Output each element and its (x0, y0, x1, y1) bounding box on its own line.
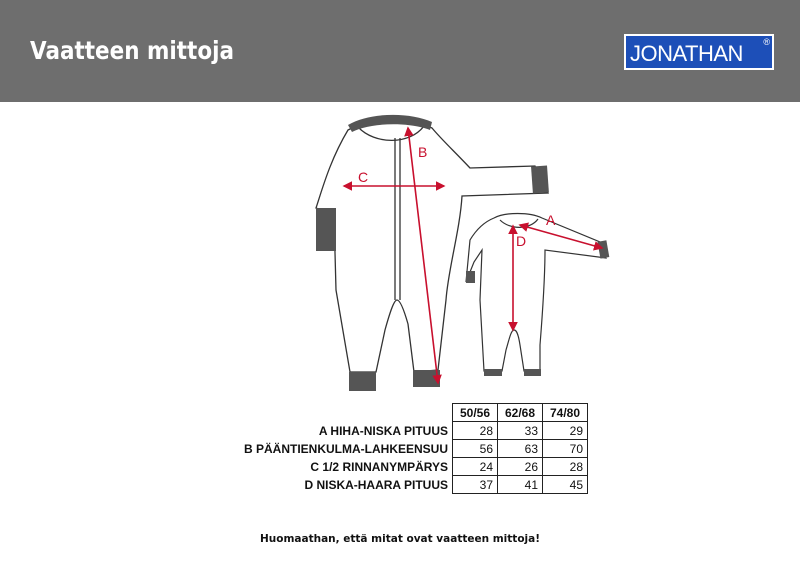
small-onesie-ribbing (466, 240, 609, 376)
size-column-header: 74/80 (543, 404, 588, 422)
table-row (240, 458, 588, 476)
table-cell: 33 (498, 422, 543, 440)
registered-mark: ® (763, 37, 770, 47)
table-cell: 56 (453, 440, 498, 458)
label-c: C (358, 169, 369, 185)
table-cell: 26 (498, 458, 543, 476)
table-row (240, 476, 588, 494)
arrow-a (520, 225, 602, 248)
row-label: A HIHA-NISKA PITUUS (318, 423, 448, 438)
arrow-b (408, 128, 438, 383)
table-cell: 63 (498, 440, 543, 458)
table-cell: 37 (453, 476, 498, 494)
table-cell: 28 (543, 458, 588, 476)
row-label: C 1/2 RINNANYMPÄRYS (310, 459, 448, 474)
measurement-arrows (344, 128, 602, 383)
brand-name: JONATHAN (630, 41, 743, 66)
label-a: A (546, 212, 556, 228)
table-row (240, 440, 588, 458)
size-column-header: 62/68 (498, 404, 543, 422)
label-d: D (516, 233, 527, 249)
large-onesie-ribbing (316, 115, 549, 391)
table-header-row (240, 404, 588, 422)
table-cell: 29 (543, 422, 588, 440)
page-title: Vaatteen mittoja (30, 36, 234, 65)
measurement-note: Huomaathan, että mitat ovat vaatteen mittoja! (259, 533, 541, 545)
row-label: D NISKA-HAARA PITUUS (304, 477, 448, 492)
row-label: B PÄÄNTIENKULMA-LAHKEENSUU (244, 441, 448, 456)
table-cell: 41 (498, 476, 543, 494)
label-b: B (418, 144, 428, 160)
size-column-header: 50/56 (453, 404, 498, 422)
table-cell: 70 (543, 440, 588, 458)
size-table (240, 403, 588, 494)
table-cell: 24 (453, 458, 498, 476)
table-cell: 45 (543, 476, 588, 494)
table-row (240, 422, 588, 440)
table-cell: 28 (453, 422, 498, 440)
small-onesie-outline (466, 214, 606, 372)
